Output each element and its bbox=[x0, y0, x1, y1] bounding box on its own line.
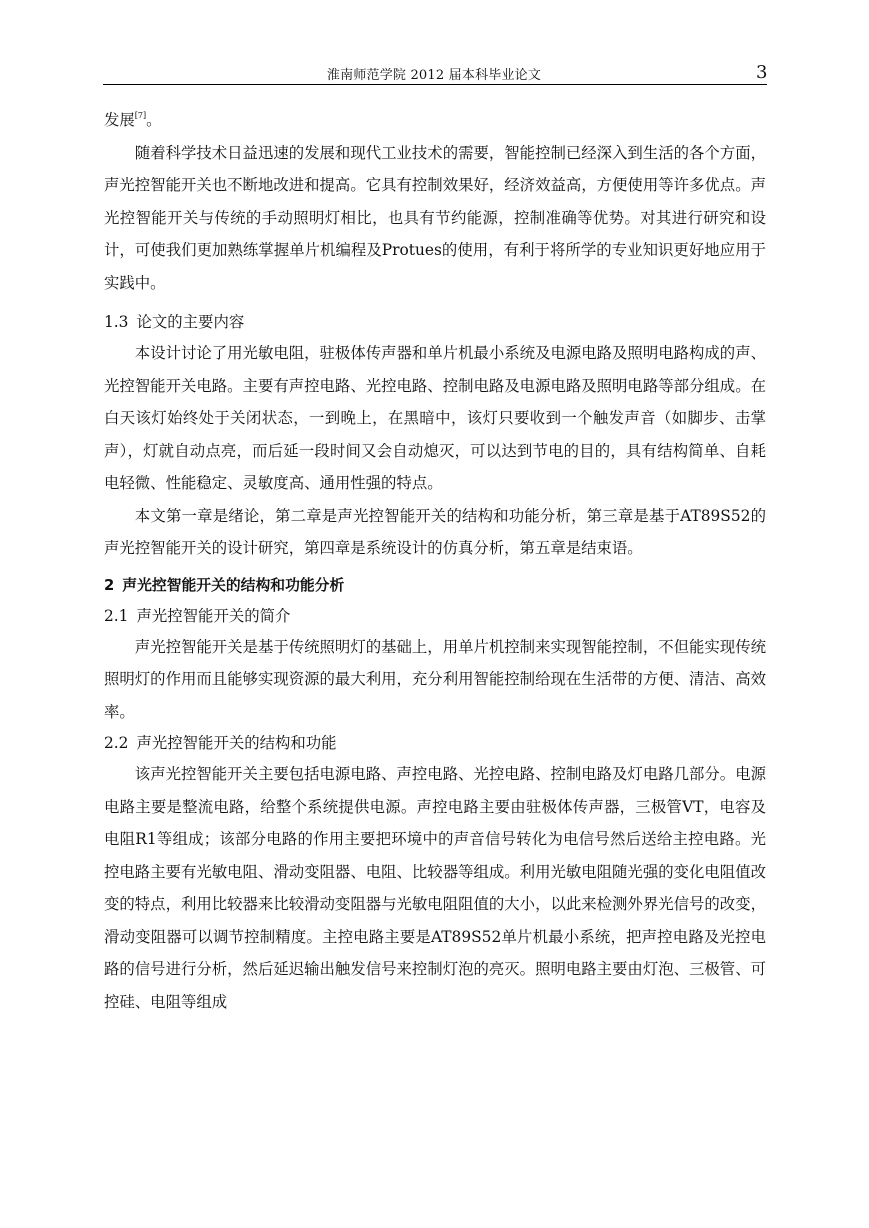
paragraph-continuation: 发展[7]。 bbox=[104, 111, 162, 129]
page-number: 3 bbox=[756, 62, 768, 83]
paragraph: 该声光控智能开关主要包括电源电路、声控电路、光控电路、控制电路及灯电路几部分。电源电路主要是整流电路，给整个系统提供电源。声控电路主要由驻极体传声器，三极管VT，电容及电阻R1等组成；该部分电路的作用主要把环境中的声音信号转化为电信号然后送给主控电路。光控电路主要有光敏电阻、滑动变阻器、电阻、比较器等组成。利用光敏电阻随光强的变化电阻值改变的特点，利用比较器来比较滑动变阻器与光敏电阻阻值的大小，以此来检测外界光信号的改变，滑动变阻器可以调节控制精度。主控电路主要是AT89S52单片机最小系统，把声控电路及光控电路的信号进行分析，然后延迟输出触发信号来控制灯泡的亮灭。照明电路主要由灯泡、三极管、可控硅、电阻等组成 bbox=[104, 765, 766, 1011]
paragraph: 本设计讨论了用光敏电阻，驻极体传声器和单片机最小系统及电源电路及照明电路构成的声、光控智能开关电路。主要有声控电路、光控电路、控制电路及电源电路及照明电路等部分组成。在白天该灯始终处于关闭状态，一到晚上，在黑暗中，该灯只要收到一个触发声音（如脚步、击掌声），灯就自动点亮，而后延一段时间又会自动熄灭，可以达到节电的目的，具有结构简单、自耗电轻微、性能稳定、灵敏度高、通用性强的特点。 bbox=[104, 344, 766, 492]
section-heading-2-2: 2.2 声光控智能开关的结构和功能 bbox=[104, 734, 337, 752]
paragraph: 随着科学技术日益迅速的发展和现代工业技术的需要，智能控制已经深入到生活的各个方面，声光控智能开关也不断地改进和提高。它具有控制效果好，经济效益高，方便使用等许多优点。声光控智能开关与传统的手动照明灯相比，也具有节约能源，控制准确等优势。对其进行研究和设计，可使我们更加熟练掌握单片机编程及Protues的使用，有利于将所学的专业知识更好地应用于实践中。 bbox=[104, 143, 766, 292]
page-header bbox=[103, 62, 768, 85]
section-heading-1-3: 1.3 论文的主要内容 bbox=[104, 313, 245, 331]
page-body bbox=[104, 100, 766, 1018]
paragraph: 本文第一章是绪论，第二章是声光控智能开关的结构和功能分析，第三章是基于AT89S52的声光控智能开关的设计研究，第四章是系统设计的仿真分析，第五章是结束语。 bbox=[104, 506, 766, 557]
section-heading-2-1: 2.1 声光控智能开关的简介 bbox=[104, 606, 291, 625]
citation-ref: [7] bbox=[134, 111, 147, 120]
chapter-heading-2: 2 声光控智能开关的结构和功能分析 bbox=[104, 576, 345, 594]
header-title: 淮南师范学院 2012 届本科毕业论文 bbox=[326, 68, 542, 83]
paragraph: 声光控智能开关是基于传统照明灯的基础上，用单片机控制来实现智能控制，不但能实现传统照明灯的作用而且能够实现资源的最大利用，充分利用智能控制给现在生活带的方便、清洁、高效率。 bbox=[104, 637, 766, 721]
